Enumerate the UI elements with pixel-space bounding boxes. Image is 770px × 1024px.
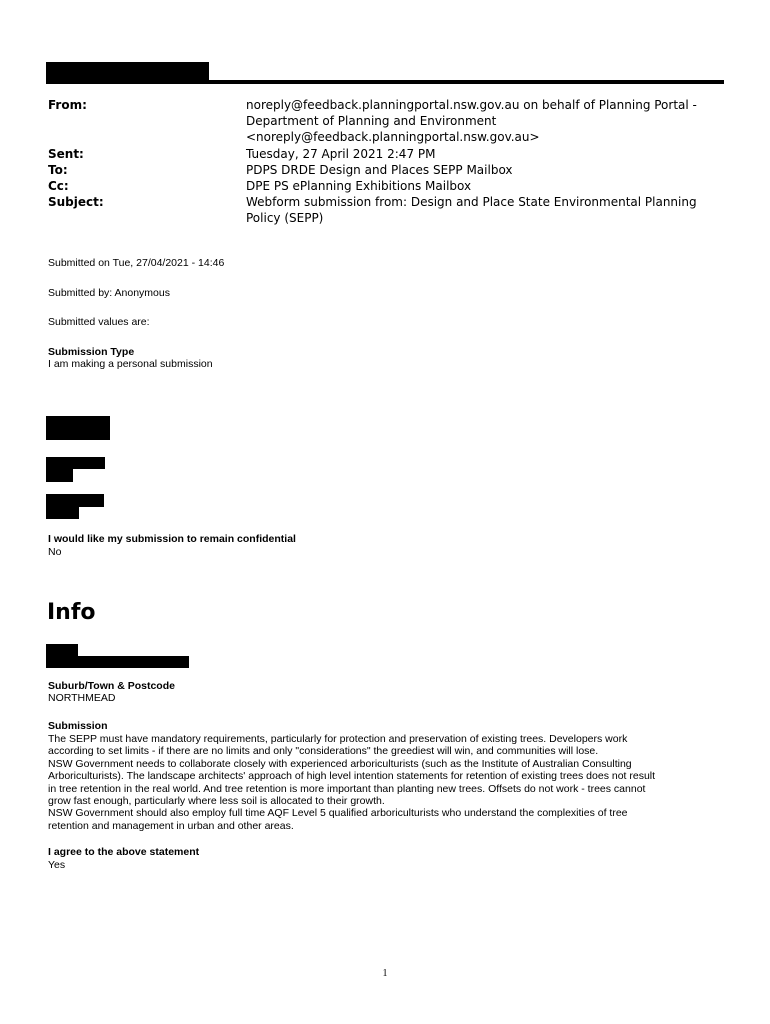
submission-line: The SEPP must have mandatory requirements, particularly for protection and preservation of existing trees. Developers work [48, 733, 628, 745]
redaction-bar-top [46, 62, 209, 82]
suburb-value: NORTHMEAD [48, 692, 116, 704]
submission-line: Arboriculturists). The landscape architects' approach of high level intention statements for retention of existing trees does not result [48, 770, 656, 783]
submitted-on: Submitted on Tue, 27/04/2021 - 14:46 [48, 257, 225, 269]
info-heading: Info [47, 600, 96, 625]
redaction-block-4b [46, 656, 189, 668]
from-label: From: [48, 98, 87, 112]
from-value: noreply@feedback.planningportal.nsw.gov.au on behalf of Planning Portal - Department of Planning and Environment <noreply@feedback.planningportal.nsw.gov.au> [246, 98, 697, 144]
redaction-block-2b [46, 469, 73, 482]
submission-type-label: Submission Type [48, 346, 135, 358]
confidential-label: I would like my submission to remain confidential [48, 533, 296, 545]
confidential-value: No [48, 546, 62, 558]
agree-label: I agree to the above statement [48, 846, 200, 858]
to-value: PDPS DRDE Design and Places SEPP Mailbox [246, 163, 513, 177]
redaction-block-1 [46, 416, 110, 440]
cc-value: DPE PS ePlanning Exhibitions Mailbox [246, 179, 472, 193]
subject-label: Subject: [48, 195, 104, 209]
suburb-label: Suburb/Town & Postcode [48, 680, 175, 692]
submission-line: retention and management in urban and other areas. [48, 819, 294, 832]
submission-type-value: I am making a personal submission [48, 358, 213, 370]
submission-line: in tree retention in the real world. And tree retention is more important than planting new trees. Offsets do not work - trees cannot [48, 782, 646, 795]
submission-line: according to set limits - if there are no limits and only "considerations" the greediest will win, and communities will lose. [48, 745, 599, 758]
redaction-block-3b [46, 507, 79, 519]
sent-value: Tuesday, 27 April 2021 2:47 PM [246, 147, 436, 161]
submitted-by: Submitted by: Anonymous [48, 287, 170, 299]
header-rule [46, 80, 724, 84]
sent-label: Sent: [48, 147, 84, 161]
redaction-block-2a [46, 457, 105, 469]
submission-label: Submission [48, 720, 108, 732]
to-label: To: [48, 163, 68, 177]
cc-label: Cc: [48, 179, 69, 193]
redaction-block-3a [46, 494, 104, 507]
subject-value: Webform submission from: Design and Place State Environmental Planning Policy (SEPP) [246, 195, 697, 225]
agree-value: Yes [48, 859, 66, 871]
page-number: 1 [382, 968, 388, 979]
submitted-values: Submitted values are: [48, 316, 150, 328]
submission-line: NSW Government should also employ full time AQF Level 5 qualified arboriculturists who understand the complexities of tree [48, 807, 628, 820]
submission-line: grow fast enough, particularly where less soil is allocated to their growth. [48, 795, 385, 807]
submission-line: NSW Government needs to collaborate closely with experienced arboriculturists (such as the Institute of Australian Consulting [48, 757, 632, 770]
